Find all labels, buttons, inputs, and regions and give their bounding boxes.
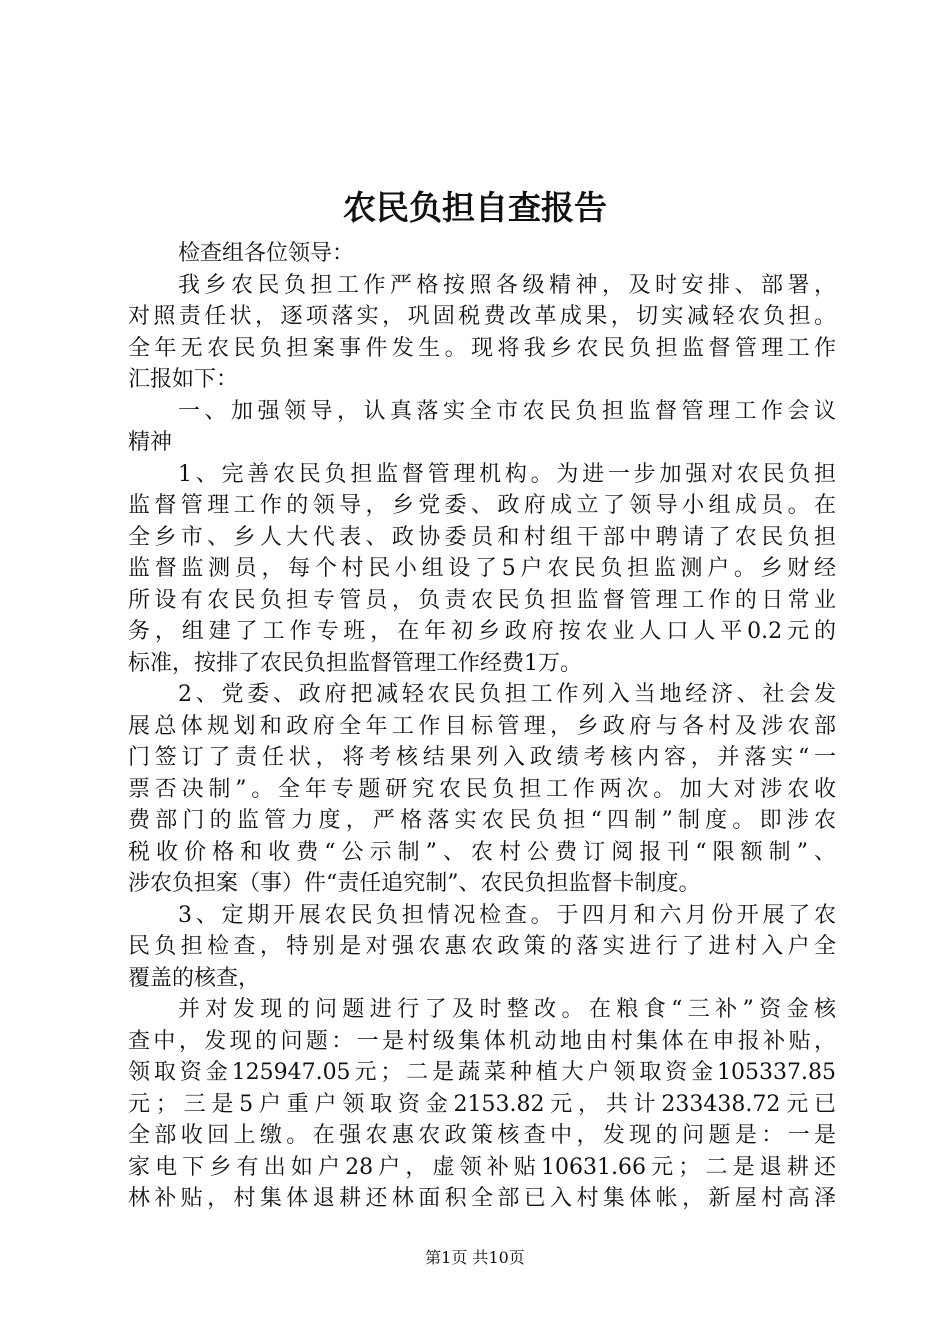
text-line: 票否决制”。全年专题研究农民负担工作两次。加大对涉农收 xyxy=(128,776,836,802)
text-line: 检查组各位领导： xyxy=(178,241,355,266)
text-line: 费部门的监管力度，严格落实农民负担“四制”制度。即涉农 xyxy=(128,808,836,833)
text-line: 展总体规划和政府全年工作目标管理，乡政府与各村及涉农部 xyxy=(128,713,836,739)
document-title: 农民负担自查报告 xyxy=(343,188,607,227)
text-line: 3、定期开展农民负担情况检查。于四月和六月份开展了农 xyxy=(178,902,836,928)
text-line: 精神 xyxy=(128,430,173,455)
text-line: 涉农负担案（事）件“责任追究制”、农民负担监督卡制度。 xyxy=(128,871,701,896)
text-line: 一、加强领导，认真落实全市农民负担监督管理工作会议 xyxy=(178,398,836,424)
text-line: 监督管理工作的领导，乡党委、政府成立了领导小组成员。在 xyxy=(128,493,836,518)
text-line: 并对发现的问题进行了及时整改。在粮食“三补”资金核 xyxy=(178,997,836,1022)
text-line: 标准，按排了农民负担监督管理工作经费1万。 xyxy=(128,650,582,676)
text-line: 所设有农民负担专管员，负责农民负担监督管理工作的日常业 xyxy=(128,587,836,613)
text-line: 家电下乡有出如户28户，虚领补贴10631.66元；二是退耕还 xyxy=(128,1154,836,1180)
text-line: 民负担检查，特别是对强农惠农政策的落实进行了进村入户全 xyxy=(128,934,836,959)
text-line: 全乡市、乡人大代表、政协委员和村组干部中聘请了农民负担 xyxy=(128,524,836,550)
text-line: 全部收回上缴。在强农惠农政策核查中，发现的问题是：一是 xyxy=(128,1123,836,1148)
text-line: 覆盖的核查， xyxy=(128,965,261,991)
text-line: 全年无农民负担案事件发生。现将我乡农民负担监督管理工作 xyxy=(128,335,836,361)
text-line: 2、党委、政府把减轻农民负担工作列入当地经济、社会发 xyxy=(178,682,836,707)
text-line: 领取资金125947.05元；二是蔬菜种植大户领取资金105337.85 xyxy=(128,1060,836,1085)
text-line: 务，组建了工作专班，在年初乡政府按农业人口人平0.2元的 xyxy=(128,619,836,644)
text-line: 查中，发现的问题：一是村级集体机动地由村集体在申报补贴， xyxy=(128,1028,836,1054)
document-body xyxy=(128,238,836,1215)
text-line: 对照责任状，逐项落实，巩固税费改革成果，切实减轻农负担。 xyxy=(128,304,836,329)
text-line: 监督监测员，每个村民小组设了5户农民负担监测户。乡财经 xyxy=(128,556,836,581)
text-line: 税收价格和收费“公示制”、农村公费订阅报刊“限额制”、 xyxy=(128,839,836,865)
text-line: 门签订了责任状，将考核结果列入政绩考核内容，并落实“一 xyxy=(128,745,836,770)
text-line: 汇报如下： xyxy=(128,367,239,392)
text-line: 林补贴，村集体退耕还林面积全部已入村集体帐，新屋村高泽 xyxy=(128,1186,836,1211)
text-line: 我乡农民负担工作严格按照各级精神，及时安排、部署， xyxy=(178,272,836,298)
text-line: 元；三是5户重户领取资金2153.82元，共计233438.72元已 xyxy=(128,1091,836,1117)
page-footer: 第1页 共10页 xyxy=(425,1248,525,1267)
text-line: 1、完善农民负担监督管理机构。为进一步加强对农民负担 xyxy=(178,461,836,487)
